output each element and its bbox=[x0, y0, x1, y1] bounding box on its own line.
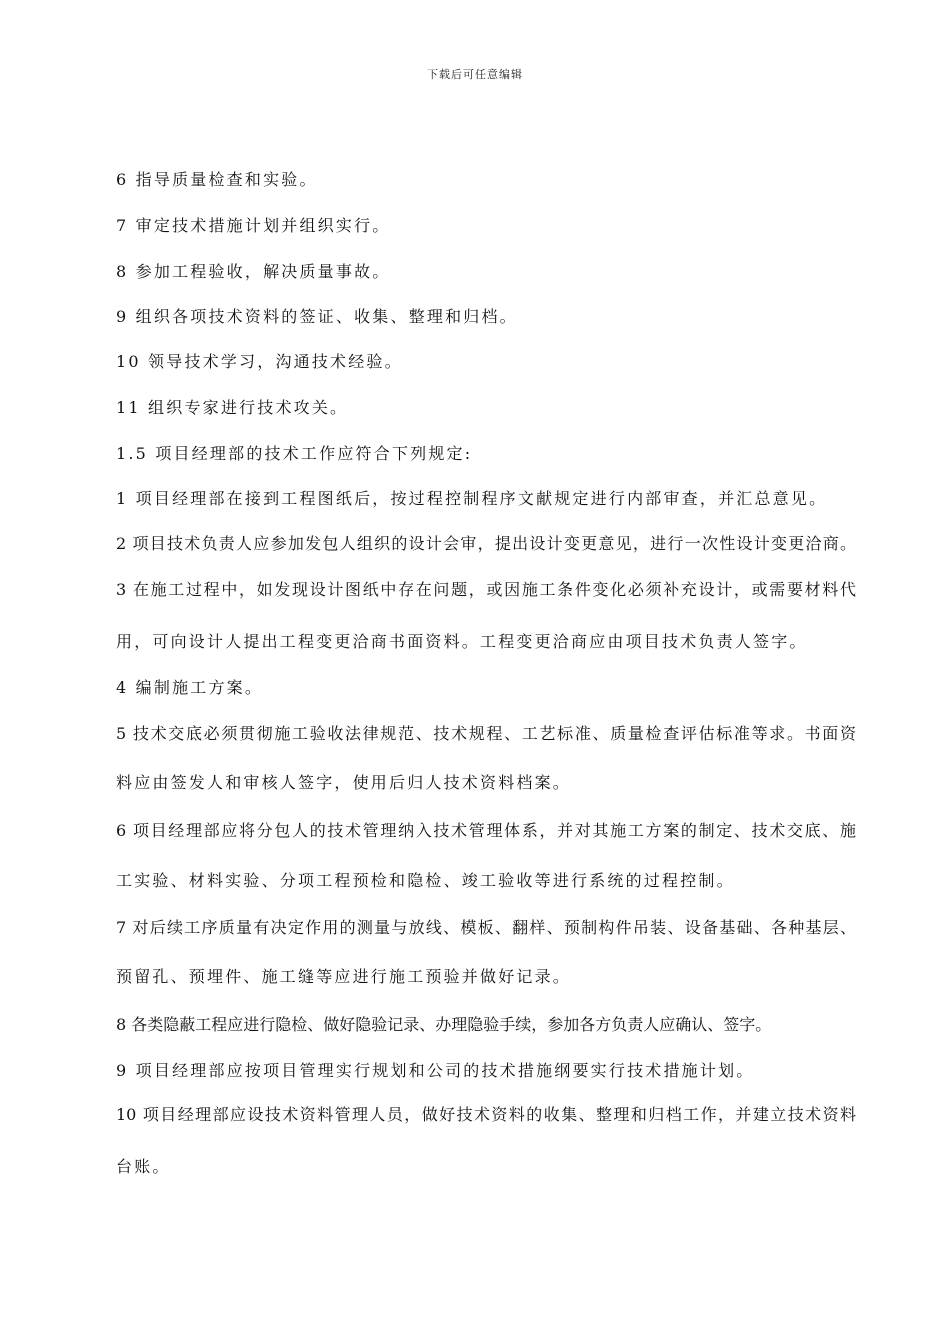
page-header: 下载后可任意编辑 bbox=[427, 68, 523, 81]
body-line: 8 参加工程验收，解决质量事故。 bbox=[116, 262, 391, 281]
body-line: 10 项目经理部应设技术资料管理人员，做好技术资料的收集、整理和归档工作，并建立技术资料 bbox=[116, 1105, 856, 1124]
body-line: 工实验、材料实验、分项工程预检和隐检、竣工验收等进行系统的过程控制。 bbox=[116, 871, 735, 890]
body-line: 8 各类隐蔽工程应进行隐检、做好隐验记录、办理隐验手续，参加各方负责人应确认、签字。 bbox=[116, 1015, 772, 1034]
section-heading: 1.5 项目经理部的技术工作应符合下列规定: bbox=[116, 444, 473, 463]
body-line: 7 审定技术措施计划并组织实行。 bbox=[116, 216, 391, 235]
body-line: 1 项目经理部在接到工程图纸后，按过程控制程序文献规定进行内部审查，并汇总意见。 bbox=[116, 489, 828, 508]
body-line: 6 项目经理部应将分包人的技术管理纳入技术管理体系，并对其施工方案的制定、技术交底、施 bbox=[116, 821, 856, 840]
body-line: 台账。 bbox=[116, 1157, 171, 1176]
body-line: 6 指导质量检查和实验。 bbox=[116, 170, 318, 189]
body-line: 9 组织各项技术资料的签证、收集、整理和归档。 bbox=[116, 307, 518, 326]
body-line: 9 项目经理部应按项目管理实行规划和公司的技术措施纲要实行技术措施计划。 bbox=[116, 1061, 755, 1080]
body-line: 10 领导技术学习，沟通技术经验。 bbox=[116, 352, 403, 371]
body-line: 4 编制施工方案。 bbox=[116, 678, 264, 697]
body-line: 5 技术交底必须贯彻施工验收法律规范、技术规程、工艺标准、质量检查评估标准等求。书面资 bbox=[116, 724, 856, 743]
body-line: 用，可向设计人提出工程变更洽商书面资料。工程变更洽商应由项目技术负责人签字。 bbox=[116, 632, 808, 651]
body-line: 11 组织专家进行技术攻关。 bbox=[116, 398, 349, 417]
body-line: 料应由签发人和审核人签字，使用后归人技术资料档案。 bbox=[116, 773, 572, 792]
body-line: 预留孔、预埋件、施工缝等应进行施工预验并做好记录。 bbox=[116, 967, 572, 986]
body-line: 2 项目技术负责人应参加发包人组织的设计会审，提出设计变更意见，进行一次性设计变更洽商。 bbox=[116, 534, 856, 553]
body-line: 3 在施工过程中，如发现设计图纸中存在问题，或因施工条件变化必须补充设计，或需要材料代 bbox=[116, 580, 856, 599]
body-line: 7 对后续工序质量有决定作用的测量与放线、模板、翻样、预制构件吊装、设备基础、各种基层、 bbox=[116, 918, 856, 937]
